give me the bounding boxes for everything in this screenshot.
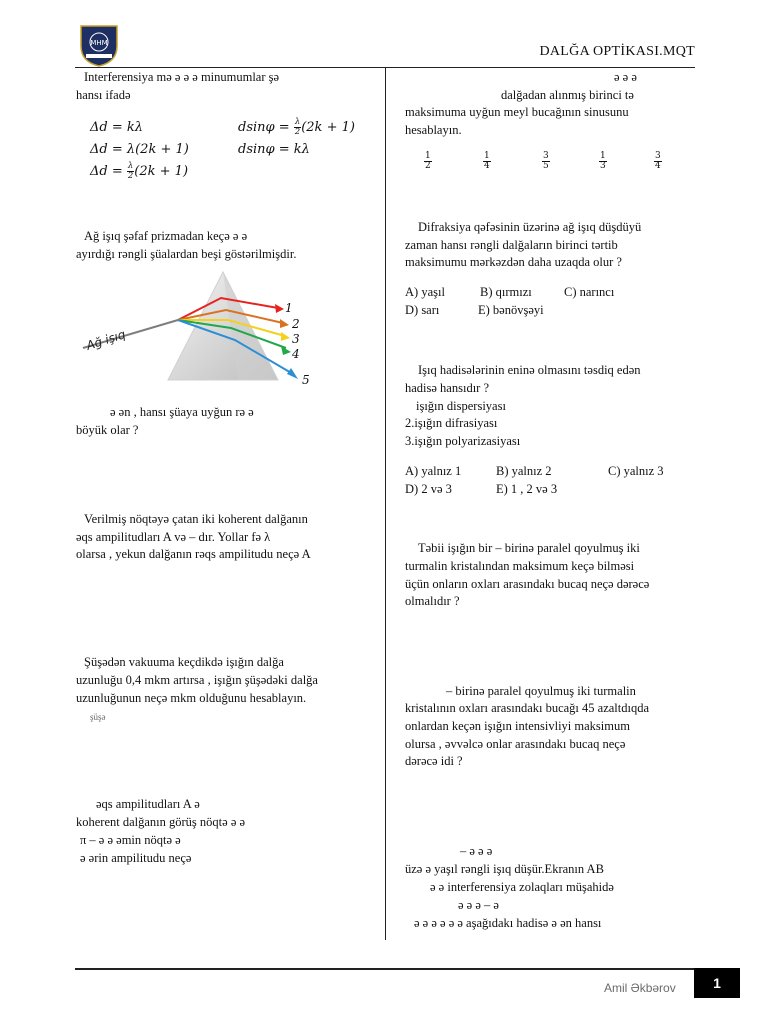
q5-line1: əqs ampilitudları A ə [96, 797, 200, 811]
q1-line1: Interferensiya mə ə ə ə minumumlar şə [84, 70, 280, 84]
q10-line2: kristalının oxları arasındakı bucağı 45 azaltdıqda [405, 701, 650, 715]
q8-option-e: E) 1 , 2 və 3 [496, 482, 558, 496]
q9-line2: turmalin kristalından maksimum keçə bilməsi [405, 559, 635, 573]
ray-label-2: 2 [292, 317, 300, 331]
q1-option-e: dsinφ = kλ [238, 142, 310, 157]
q11-line2: üzə ə yaşıl rəngli işıq düşür.Ekranın AB [405, 862, 604, 876]
q7-line2: zaman hansı rəngli dalğaların birinci tərtib [405, 238, 618, 252]
page-title: DALĞA OPTİKASI.MQT [539, 44, 695, 59]
q1-option-a: Δd = kλ [90, 120, 143, 135]
q8-option-b: B) yalnız 2 [496, 464, 552, 478]
q9-line3: üçün onların oxları arasındakı bucaq neçə dərəcə [405, 577, 650, 591]
q3-line3: olarsa , yekun dalğanın rəqs ampilitudu neçə A [76, 547, 311, 561]
q7-option-d: D) sarı [405, 303, 440, 317]
logo-text: MHM [90, 39, 108, 47]
q4-line3: uzunluğunun neçə mkm olduğunu hesablayın. [76, 691, 307, 705]
q10-line1: – birinə paralel qoyulmuş iki turmalin [446, 684, 636, 698]
q9-line1: Təbii işığın bir – birinə paralel qoyulmuş iki [418, 541, 640, 555]
q1-line2: hansı ifadə [76, 88, 131, 102]
q6-answer-d: $\frac{1}{3}$ [600, 151, 606, 171]
q7-line1: Difraksiya qəfəsinin üzərinə ağ işıq düşdüyü [418, 220, 642, 234]
q2-line1: Ağ işıq şəfaf prizmadan keçə ə ə [84, 229, 248, 243]
q8-option-a: A) yalnız 1 [405, 464, 462, 478]
q3-line2: əqs ampilitudları A və – dır. Yollar fə λ [76, 530, 271, 544]
q7-option-b: B) qırmızı [480, 285, 532, 299]
q2-line2: ayırdığı rəngli şüalardan beşi göstərilmişdir. [76, 247, 297, 261]
q4-line1: Şüşədən vakuuma keçdikdə işığın dalğa [84, 655, 284, 669]
q6-answer-c: $\frac{3}{5}$ [543, 151, 549, 171]
q6-answer-b: $\frac{1}{4}$ [484, 151, 490, 171]
q4-line2: uzunluğu 0,4 mkm artırsa , işığın şüşədəki dalğa [76, 673, 318, 687]
q9-line4: olmalıdır ? [405, 594, 460, 608]
q7-option-a: A) yaşıl [405, 285, 445, 299]
q10-line5: dərəcə idi ? [405, 754, 463, 768]
q8-line2: hadisə hansıdır ? [405, 381, 490, 395]
q11-line4: ə ə ə – ə [458, 898, 499, 912]
ray-label-1: 1 [285, 301, 293, 315]
q1-option-d: dsinφ = $\frac{\lambda}{2}$ (2k + 1) [238, 117, 355, 137]
q8-line1: Işıq hadisələrinin eninə olmasını təsdiq edən [418, 363, 641, 377]
q2-line4: böyük olar ? [76, 423, 139, 437]
q10-line3: onlardan keçən işığın intensivliyi maksimum [405, 719, 630, 733]
q6-line3: hesablayın. [405, 123, 462, 137]
q3-line1: Verilmiş nöqtəyə çatan iki koherent dalğanın [84, 512, 308, 526]
ray-label-4: 4 [292, 347, 300, 361]
q8-item-1: işığın dispersiyası [416, 399, 506, 413]
page-number: 1 [694, 968, 740, 998]
ray-label-3: 3 [292, 332, 300, 346]
school-logo [77, 22, 121, 68]
q2-line3: ə ən , hansı şüaya uyğun rə ə [110, 405, 254, 419]
incident-ray-label: Ağ işıq [84, 327, 128, 353]
q11-line3: ə ə interferensiya zolaqları müşahidə [430, 880, 614, 894]
q6-answer-e: $\frac{3}{4}$ [655, 151, 661, 171]
q5-line3: π – ə ə əmin nöqtə ə [80, 833, 181, 847]
q8-item-2: 2.işığın difrasiyası [405, 416, 498, 430]
footer-divider [75, 968, 695, 970]
q6-answer-a: $\frac{1}{2}$ [425, 151, 431, 171]
q1-option-c: Δd = $\frac{\lambda}{2}$ (2k + 1) [90, 161, 189, 181]
q6-line0: ə ə ə [614, 70, 637, 84]
q1-option-b: Δd = λ(2k + 1) [90, 142, 189, 157]
q4-note: şüşə [90, 712, 106, 722]
q8-option-c: C) yalnız 3 [608, 464, 664, 478]
q6-line1: dalğadan alınmış birinci tə [501, 88, 634, 102]
q11-line5: ə ə ə ə ə ə aşağıdakı hadisə ə ən hansı [414, 916, 602, 930]
column-divider [385, 68, 386, 940]
q6-line2: maksimuma uyğun meyl bucağının sinusunu [405, 105, 629, 119]
author-name: Amil Əkbərov [604, 981, 676, 995]
q7-line3: maksimumu mərkəzdən daha uzaqda olur ? [405, 255, 622, 269]
q8-option-d: D) 2 və 3 [405, 482, 452, 496]
q7-option-c: C) narıncı [564, 285, 615, 299]
q5-line2: koherent dalğanın görüş nöqtə ə ə [76, 815, 246, 829]
q5-line4: ə ərin ampilitudu neçə [80, 851, 192, 865]
prism-dispersion-diagram [78, 268, 323, 388]
q8-item-3: 3.işığın polyarizasiyası [405, 434, 521, 448]
q11-line1: – ə ə ə [460, 844, 493, 858]
ray-label-5: 5 [302, 373, 310, 387]
q7-option-e: E) bənövşəyi [478, 303, 544, 317]
q10-line4: olursa , əvvəlcə onlar arasındakı bucaq neçə [405, 737, 626, 751]
